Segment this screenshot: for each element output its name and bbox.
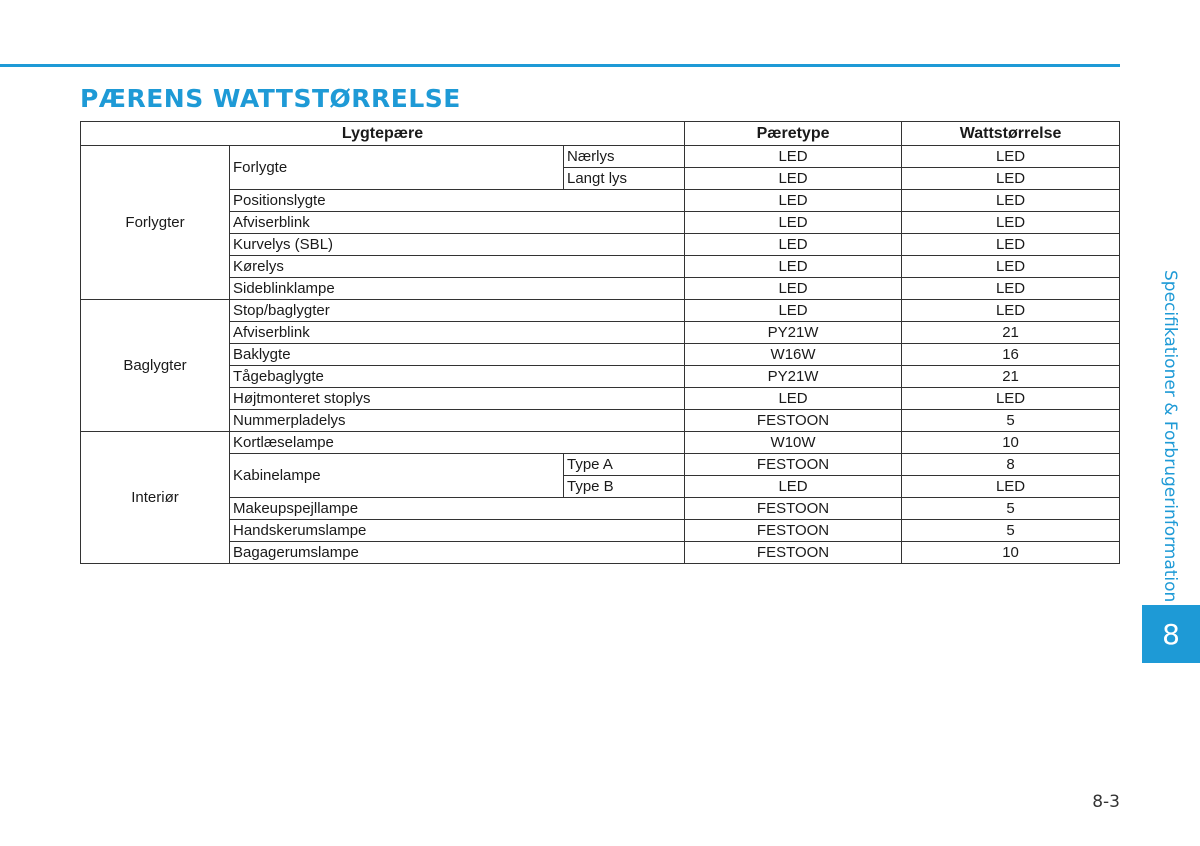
header-lamp: Lygtepære [81,122,685,146]
table-row [81,432,1120,454]
bulb-type: LED [685,190,902,212]
bulb-type: LED [685,256,902,278]
bulb-type: W16W [685,344,902,366]
bulb-type: PY21W [685,366,902,388]
table-row [81,146,1120,168]
bulb-type: LED [685,278,902,300]
bulb-type: FESTOON [685,410,902,432]
wattage: LED [902,278,1120,300]
wattage: 10 [902,432,1120,454]
page-number: 8-3 [1092,792,1120,812]
wattage: LED [902,146,1120,168]
lamp-name: Nummerpladelys [230,410,685,432]
lamp-name: Tågebaglygte [230,366,685,388]
bulb-type: FESTOON [685,498,902,520]
lamp-sub: Langt lys [564,168,685,190]
lamp-name: Baklygte [230,344,685,366]
lamp-name: Kurvelys (SBL) [230,234,685,256]
bulb-type: LED [685,300,902,322]
bulb-type: LED [685,234,902,256]
group-rear: Baglygter [81,300,230,432]
wattage: LED [902,476,1120,498]
table-row [81,300,1120,322]
table-row [81,212,1120,234]
lamp-name: Højtmonteret stoplys [230,388,685,410]
wattage: 21 [902,322,1120,344]
wattage: LED [902,388,1120,410]
wattage: LED [902,234,1120,256]
wattage: LED [902,256,1120,278]
table-row [81,498,1120,520]
bulb-type: LED [685,212,902,234]
chapter-side-label: Specifikationer & Forbrugerinformation [1160,270,1180,603]
bulb-wattage-table [80,121,1120,564]
lamp-name: Sideblinklampe [230,278,685,300]
bulb-type: LED [685,168,902,190]
lamp-sub: Nærlys [564,146,685,168]
table-row [81,234,1120,256]
wattage: LED [902,212,1120,234]
lamp-name: Afviserblink [230,322,685,344]
lamp-sub: Type B [564,476,685,498]
table-header-row [81,122,1120,146]
lamp-name: Kortlæselampe [230,432,685,454]
table-row [81,344,1120,366]
table-row [81,388,1120,410]
bulb-type: W10W [685,432,902,454]
top-rule [0,64,1120,67]
wattage: LED [902,168,1120,190]
table-row [81,278,1120,300]
table-row [81,190,1120,212]
bulb-type: FESTOON [685,454,902,476]
table-row [81,256,1120,278]
wattage: LED [902,300,1120,322]
wattage: 8 [902,454,1120,476]
lamp-name: Forlygte [230,146,564,190]
bulb-type: FESTOON [685,520,902,542]
wattage: 5 [902,410,1120,432]
table-row [81,410,1120,432]
lamp-name: Positionslygte [230,190,685,212]
lamp-name: Stop/baglygter [230,300,685,322]
lamp-name: Kabinelampe [230,454,564,498]
chapter-number-tab: 8 [1142,605,1200,663]
wattage: 5 [902,520,1120,542]
lamp-name: Bagagerumslampe [230,542,685,564]
bulb-type: LED [685,476,902,498]
table-row [81,520,1120,542]
header-wattage: Wattstørrelse [902,122,1120,146]
group-interior: Interiør [81,432,230,564]
bulb-type: LED [685,146,902,168]
lamp-name: Afviserblink [230,212,685,234]
lamp-name: Makeupspejllampe [230,498,685,520]
wattage: LED [902,190,1120,212]
table-row [81,454,1120,476]
lamp-sub: Type A [564,454,685,476]
wattage: 16 [902,344,1120,366]
header-bulb-type: Pæretype [685,122,902,146]
bulb-type: LED [685,388,902,410]
page-title: PÆRENS WATTSTØRRELSE [80,84,461,113]
wattage: 5 [902,498,1120,520]
bulb-type: FESTOON [685,542,902,564]
table-row [81,322,1120,344]
table-row [81,366,1120,388]
group-front: Forlygter [81,146,230,300]
lamp-name: Handskerumslampe [230,520,685,542]
table-row [81,542,1120,564]
lamp-name: Kørelys [230,256,685,278]
wattage: 21 [902,366,1120,388]
wattage: 10 [902,542,1120,564]
bulb-type: PY21W [685,322,902,344]
